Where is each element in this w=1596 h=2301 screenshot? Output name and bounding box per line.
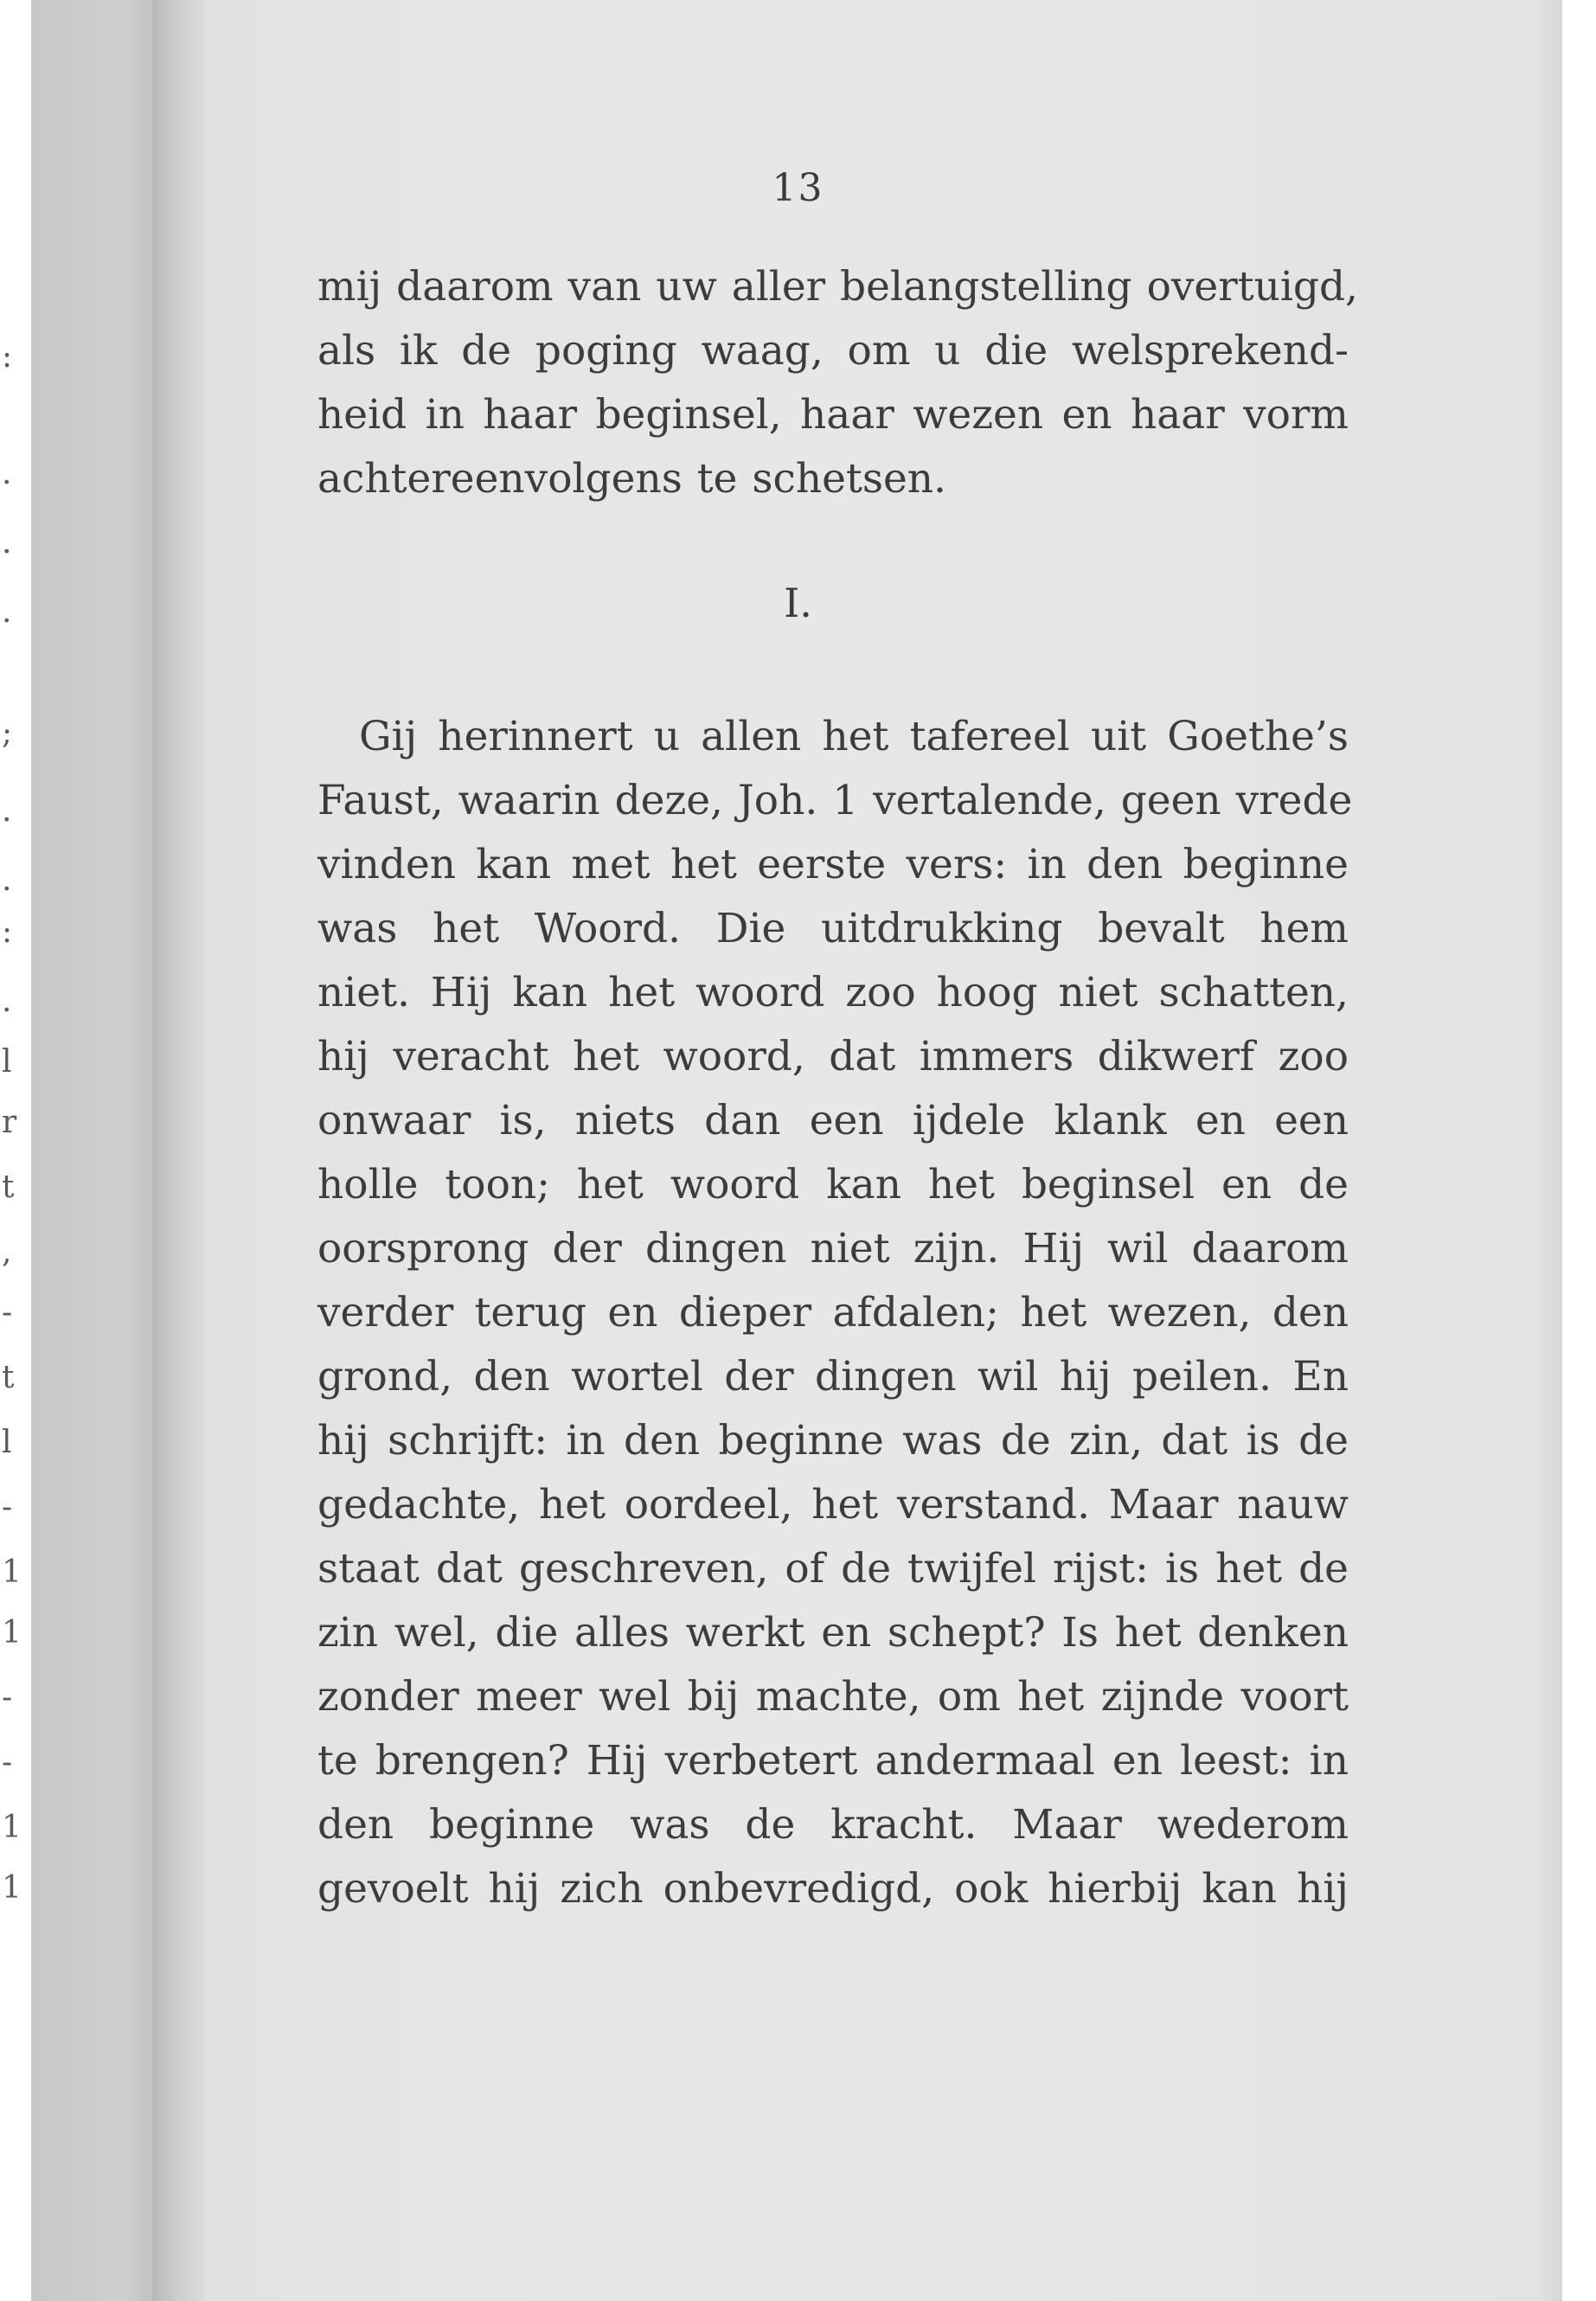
margin-fragment: 1 <box>2 1615 22 1650</box>
margin-fragment: ; <box>2 715 13 751</box>
margin-fragment: 1 <box>2 1870 22 1906</box>
text-line: staat dat geschreven, of de twijfel rijst: is het de <box>317 1545 1349 1593</box>
margin-fragment: 1 <box>2 1810 22 1845</box>
text-line: onwaar is, niets dan een ijdele klank en een <box>317 1097 1349 1144</box>
facing-page-edge <box>31 0 161 2301</box>
text-line: te brengen? Hij verbetert andermaal en leest: in <box>317 1737 1349 1785</box>
text-line: mij daarom van uw aller belangstelling overtuigd, <box>317 263 1358 311</box>
section-heading: I. <box>784 580 812 626</box>
text-line: als ik de poging waag, om u die welsprekend- <box>317 327 1349 375</box>
margin-fragment: . <box>2 525 12 561</box>
text-line: achtereenvolgens te schetsen. <box>317 455 946 503</box>
margin-fragment: : <box>2 339 13 375</box>
text-line: was het Woord. Die uitdrukking bevalt hem <box>317 905 1349 952</box>
text-line: zonder meer wel bij machte, om het zijnde voort <box>317 1673 1349 1721</box>
margin-fragment: - <box>2 1295 13 1330</box>
paragraph-body <box>317 705 1353 1921</box>
margin-fragment: , <box>2 1234 12 1270</box>
text-line: zin wel, die alles werkt en schept? Is het denken <box>317 1609 1349 1657</box>
book-gutter <box>152 0 204 2301</box>
text-line: gevoelt hij zich onbevredigd, ook hierbij kan hij <box>317 1865 1349 1913</box>
text-line: oorsprong der dingen niet zijn. Hij wil daarom <box>317 1225 1349 1272</box>
paragraph-continuation <box>317 255 1358 511</box>
margin-fragment: - <box>2 1490 13 1525</box>
text-line: vinden kan met het eerste vers: in den beginne <box>317 841 1349 888</box>
margin-fragment: l <box>2 1044 12 1080</box>
margin-fragment: t <box>2 1360 15 1395</box>
text-line: Gij herinnert u allen het tafereel uit Goethe’s <box>359 713 1349 760</box>
text-line: niet. Hij kan het woord zoo hoog niet schatten, <box>317 969 1349 1016</box>
margin-fragment: r <box>2 1105 17 1140</box>
margin-fragment: . <box>2 456 12 491</box>
margin-fragment: . <box>2 862 12 898</box>
text-line: verder terug en dieper afdalen; het wezen, den <box>317 1289 1349 1336</box>
text-line: heid in haar beginsel, haar wezen en haar vorm <box>317 391 1349 439</box>
margin-fragment: . <box>2 984 12 1019</box>
text-line: gedachte, het oordeel, het verstand. Maar nauw <box>317 1481 1349 1529</box>
margin-fragment: 1 <box>2 1554 22 1590</box>
page-number: 13 <box>772 166 824 210</box>
text-line: hij schrijft: in den beginne was de zin, dat is de <box>317 1417 1349 1465</box>
margin-fragment: : <box>2 914 13 950</box>
text-line: holle toon; het woord kan het beginsel en de <box>317 1161 1349 1208</box>
page-right-edge <box>1533 0 1562 2301</box>
text-line: grond, den wortel der dingen wil hij peilen. En <box>317 1353 1349 1400</box>
margin-fragment: - <box>2 1745 13 1780</box>
text-line: den beginne was de kracht. Maar wederom <box>317 1801 1349 1849</box>
margin-fragment: . <box>2 594 12 630</box>
margin-fragment: l <box>2 1425 12 1460</box>
text-line: hij veracht het woord, dat immers dikwerf zoo <box>317 1033 1349 1080</box>
margin-fragment: t <box>2 1170 15 1205</box>
text-line: Faust, waarin deze, Joh. 1 vertalende, geen vrede <box>317 777 1353 824</box>
margin-fragment: . <box>2 793 12 829</box>
margin-fragment: - <box>2 1680 13 1715</box>
